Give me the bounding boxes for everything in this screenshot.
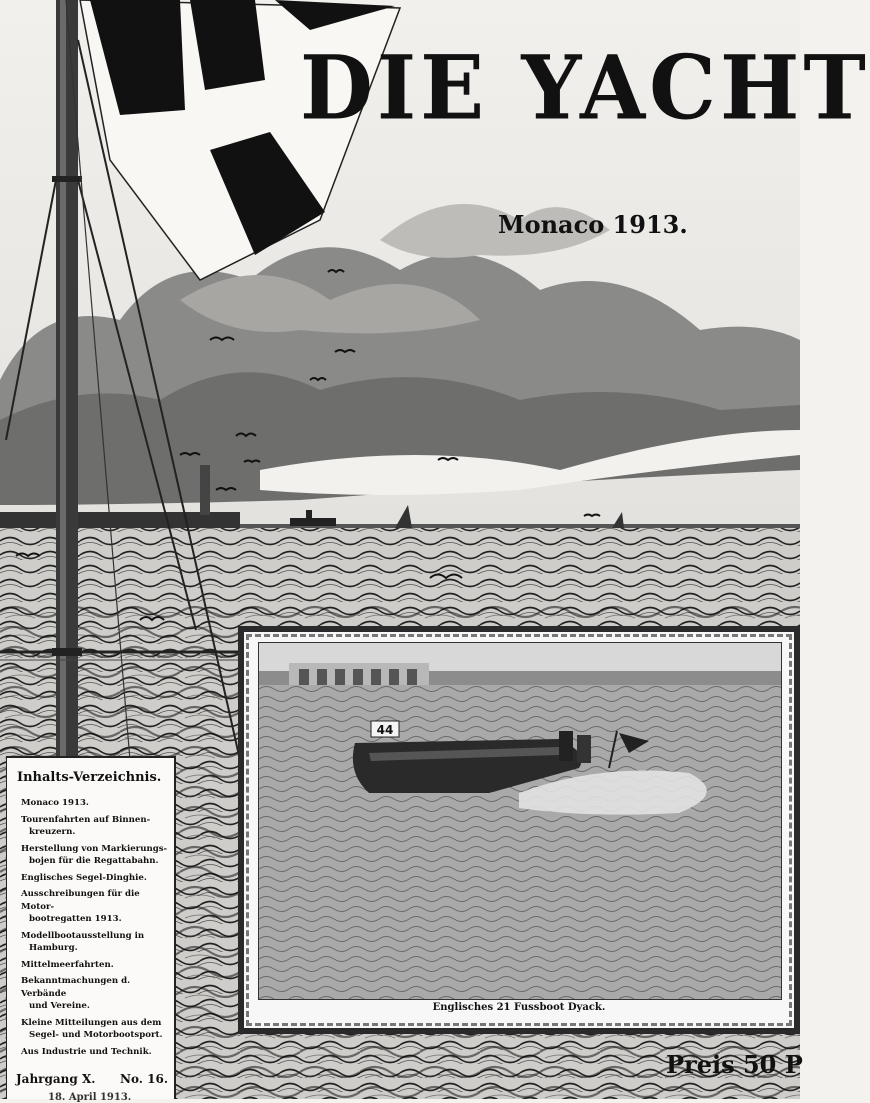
list-item[interactable] bbox=[21, 843, 168, 868]
photo-caption: Englisches 21 Fussboot Dyack. bbox=[432, 1002, 606, 1013]
toc-item-text: Bekanntmachungen d. Verbände bbox=[21, 976, 131, 999]
magazine-title: DIE YACHT bbox=[300, 35, 870, 140]
toc-item-text: Aus Industrie und Technik. bbox=[21, 1046, 152, 1057]
issue-date: 18. April 1913. bbox=[48, 1092, 132, 1103]
motorboat-photo bbox=[258, 642, 782, 1000]
list-item[interactable] bbox=[21, 930, 168, 955]
list-item[interactable] bbox=[21, 797, 168, 810]
list-item[interactable] bbox=[21, 888, 168, 926]
toc-item-text: und Vereine. bbox=[29, 1001, 90, 1011]
list-item[interactable] bbox=[21, 959, 168, 972]
lighthouse-icon bbox=[200, 465, 210, 515]
toc-item-text: Mittelmeerfahrten. bbox=[21, 959, 114, 970]
toc-item-text: Englisches Segel-Dinghie. bbox=[21, 872, 147, 883]
boat-number: 44 bbox=[376, 723, 394, 737]
price-label: Preis 50 P bbox=[666, 1050, 803, 1079]
list-item[interactable] bbox=[21, 975, 168, 1013]
toc-item-text: Segel- und Motorbootsport. bbox=[29, 1030, 163, 1040]
volume-label: Jahrgang X. bbox=[16, 1072, 96, 1086]
list-item[interactable] bbox=[21, 1017, 168, 1042]
toc-item-text: bootregatten 1913. bbox=[29, 914, 122, 924]
toc-item-text: Ausschreibungen für die Motor- bbox=[21, 889, 140, 912]
issue-subtitle: Monaco 1913. bbox=[498, 210, 688, 239]
list-item[interactable] bbox=[21, 1046, 168, 1059]
toc-item-text: Monaco 1913. bbox=[21, 798, 89, 808]
issue-number: No. 16. bbox=[120, 1072, 168, 1086]
toc-item-text: Hamburg. bbox=[29, 943, 78, 953]
photo-frame bbox=[238, 626, 800, 1034]
toc-item-text: bojen für die Regattabahn. bbox=[29, 856, 159, 866]
toc-item-text: Modellbootausstellung in bbox=[21, 930, 145, 941]
list-item[interactable] bbox=[21, 814, 168, 839]
toc-item-text: Tourenfahrten auf Binnen- bbox=[21, 814, 151, 825]
list-item[interactable] bbox=[21, 872, 168, 885]
toc-item-text: Kleine Mitteilungen aus dem bbox=[21, 1017, 162, 1028]
toc-item-text: Herstellung von Markierungs- bbox=[21, 843, 168, 854]
toc-heading: Inhalts-Verzeichnis. bbox=[17, 770, 162, 785]
motorboat-photo-image bbox=[259, 643, 781, 999]
toc-item-text: kreuzern. bbox=[29, 827, 76, 837]
issue-info bbox=[16, 1072, 176, 1086]
table-of-contents bbox=[6, 756, 176, 1099]
toc-list bbox=[7, 797, 174, 1058]
